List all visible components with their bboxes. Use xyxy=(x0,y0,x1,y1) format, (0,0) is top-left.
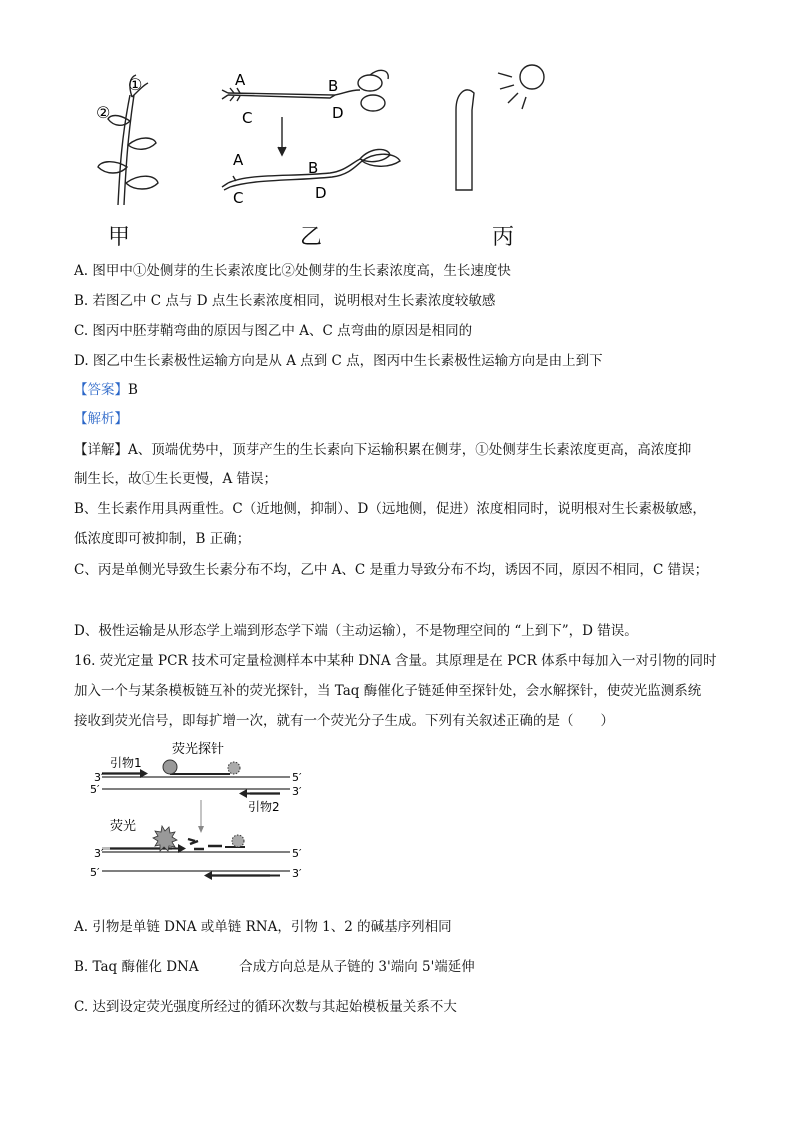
end-3-top-a: 3′ xyxy=(94,771,104,784)
primer1-label: 引物1 xyxy=(110,756,142,770)
q15-option-d: D. 图乙中生长素极性运输方向是从 A 点到 C 点，图丙中生长素极性运输方向是由上到下 xyxy=(74,353,603,369)
plant-jia-drawing xyxy=(98,75,158,205)
answer-label: 【答案】 xyxy=(74,382,128,398)
yi-B1: B xyxy=(328,77,339,95)
mark-two: ② xyxy=(96,103,111,122)
detail-line-3: B、生长素作用具两重性。C（近地侧，抑制）、D（远地侧，促进）浓度相同时，说明根对生长素极敏感， xyxy=(74,501,706,517)
mark-one: ① xyxy=(128,75,143,94)
end-5-bottom-b: 5′ xyxy=(90,866,100,879)
probe-fluor-icon-2 xyxy=(232,835,244,847)
pcr-figure xyxy=(80,738,320,888)
analysis-label: 【解析】 xyxy=(74,411,128,427)
end-5-top-a: 5′ xyxy=(292,771,302,784)
answer-value: B xyxy=(128,382,138,398)
q15-option-c: C. 图丙中胚芽鞘弯曲的原因与图乙中 A、C 点弯曲的原因是相同的 xyxy=(74,323,473,339)
q15-option-a: A. 图甲中①处侧芽的生长素浓度比②处侧芽的生长素浓度高，生长速度快 xyxy=(74,263,511,279)
label-bing: 丙 xyxy=(492,225,515,250)
yi-B2: B xyxy=(308,159,319,177)
yi-A2: A xyxy=(233,151,244,169)
detail-line-2: 制生长，故①生长更慢，A 错误； xyxy=(74,471,278,487)
yi-C2: C xyxy=(233,189,244,207)
end-5-bottom-a: 5′ xyxy=(292,847,302,860)
fluor-label: 荧光 xyxy=(110,819,137,834)
end-3-bottom-a: 3′ xyxy=(94,847,104,860)
answer-line xyxy=(74,381,138,399)
q16-option-a: A. 引物是单链 DNA 或单链 RNA，引物 1、2 的碱基序列相同 xyxy=(74,919,452,935)
yi-C1: C xyxy=(242,109,253,127)
label-jia: 甲 xyxy=(108,225,131,250)
end-3-top-b: 3′ xyxy=(292,785,302,798)
yi-A1: A xyxy=(235,71,246,89)
process-arrowhead xyxy=(198,826,204,833)
primer2-extension-arrowhead xyxy=(204,871,212,880)
q16-stem-3: 接收到荧光信号，即每扩增一次，就有一个荧光分子生成。下列有关叙述正确的是（ ） xyxy=(74,713,614,729)
primer2-label: 引物2 xyxy=(248,800,280,814)
q16-stem-1: 16. 荧光定量 PCR 技术可定量检测样本中某种 DNA 含量。其原理是在 PCR 体系中每加入一对引物的同时 xyxy=(74,653,717,669)
detail-line-4: 低浓度即可被抑制，B 正确； xyxy=(74,531,251,547)
detail-line-6: D、极性运输是从形态学上端到形态学下端（主动运输），不是物理空间的 “上到下”，D 错误。 xyxy=(74,623,638,639)
probe-quencher-icon xyxy=(163,760,177,774)
probe-label: 荧光探针 xyxy=(172,742,225,757)
label-yi: 乙 xyxy=(300,225,323,250)
q16-stem-2: 加入一个与某条模板链互补的荧光探针，当 Taq 酶催化子链延伸至探针处，会水解探针，使荧光监测系统 xyxy=(74,683,702,699)
q16-option-b: B. Taq 酶催化 DNA 合成方向总是从子链的 3'端向 5'端延伸 xyxy=(74,959,475,975)
coleoptile-bing-drawing xyxy=(456,65,544,190)
q16-option-c: C. 达到设定荧光强度所经过的循环次数与其起始模板量关系不大 xyxy=(74,999,457,1015)
detail-line-5: C、丙是单侧光导致生长素分布不均，乙中 A、C 是重力导致分布不均，诱因不同，原因不相同，C 错误； xyxy=(74,562,709,578)
end-3-bottom-b: 3′ xyxy=(292,867,302,880)
q15-option-b: B. 若图乙中 C 点与 D 点生长素浓度相同，说明根对生长素浓度较敏感 xyxy=(74,293,496,309)
probe-fluor-icon xyxy=(228,762,240,774)
detail-line-1: 【详解】A、顶端优势中，顶芽产生的生长素向下运输积累在侧芽，①处侧芽生长素浓度更高，高浓度抑 xyxy=(74,442,692,458)
yi-D1: D xyxy=(332,104,344,122)
primer2-arrowhead xyxy=(239,789,247,798)
probe-fragments xyxy=(188,839,222,849)
yi-D2: D xyxy=(315,184,327,202)
end-5-top-b: 5′ xyxy=(90,783,100,796)
